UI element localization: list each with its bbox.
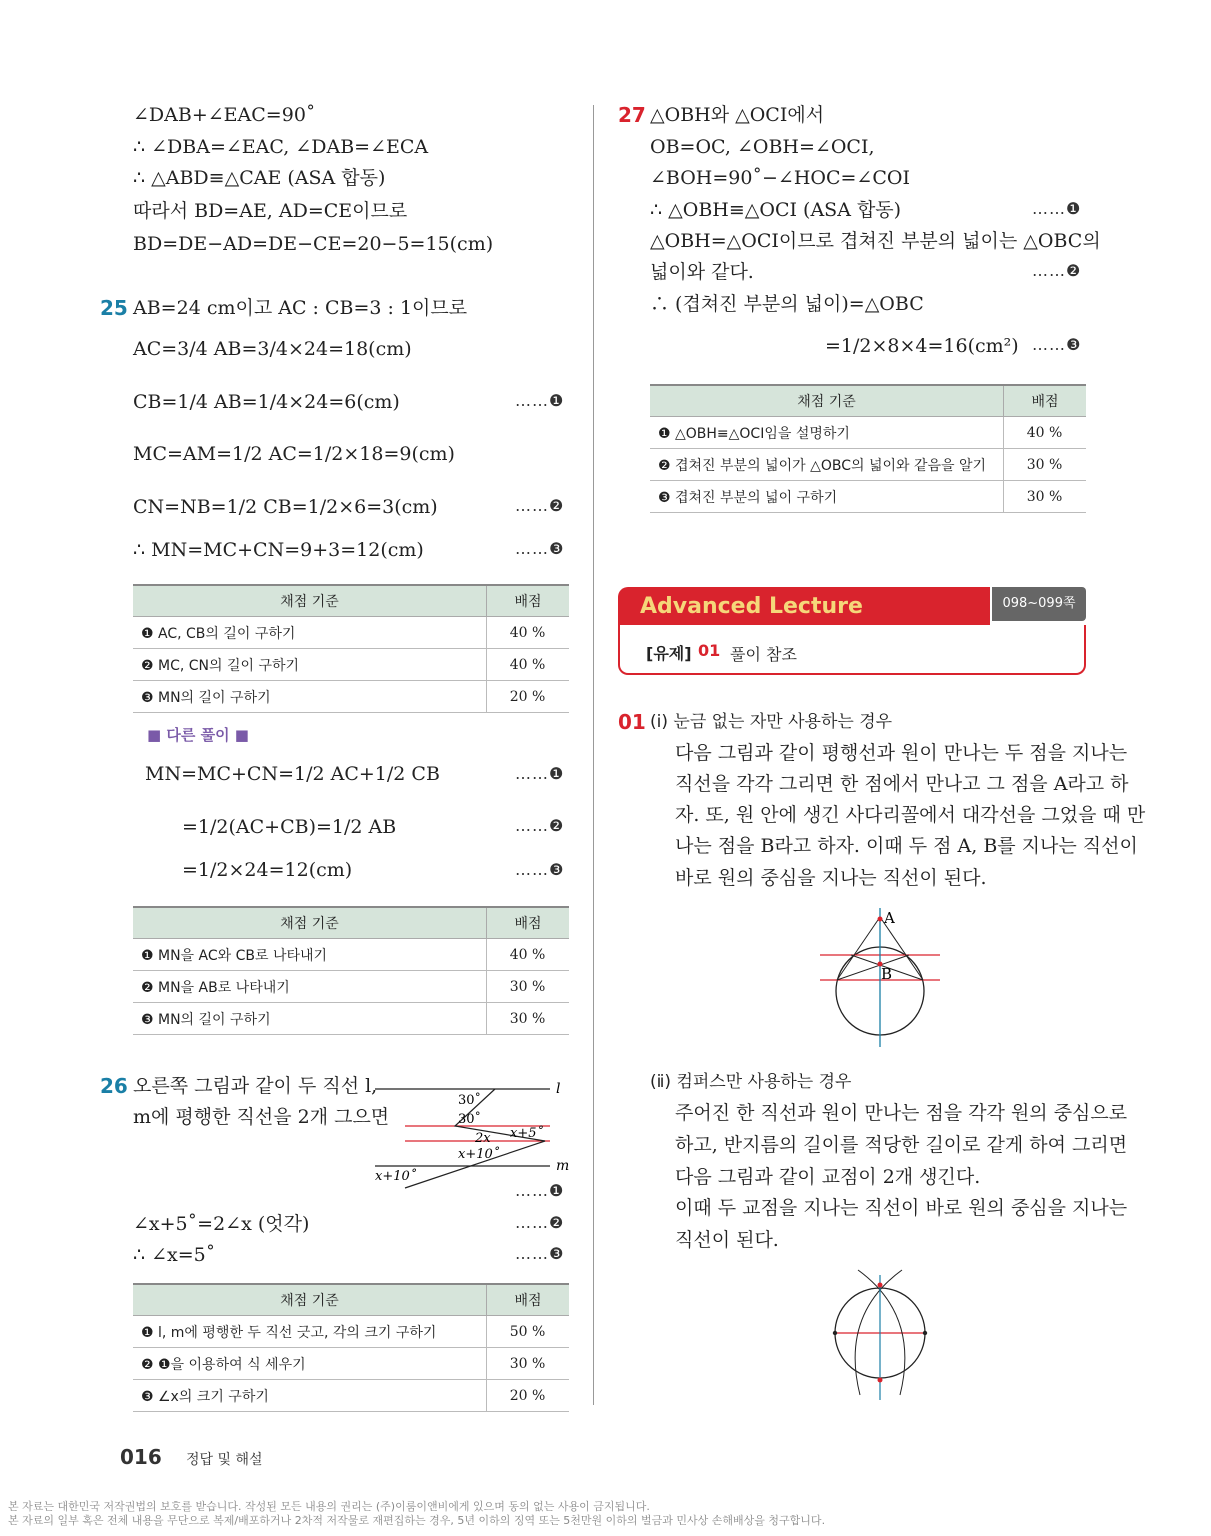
table-row: ❸ MN의 길이 구하기 20 % (133, 681, 569, 713)
step-mark: ……❸ (515, 1244, 565, 1263)
text-line: ∴ ∠DBA=∠EAC, ∠DAB=∠ECA (133, 136, 429, 158)
exercise-number: 01 (698, 641, 721, 660)
text-line: CB=1/4 AB=1/4×24=6(cm) (133, 391, 400, 413)
text-line: OB=OC, ∠OBH=∠OCI, (650, 136, 875, 158)
table-header: 배점 (487, 585, 570, 617)
step-mark: ……❶ (515, 764, 565, 783)
text-line: =1/2(AC+CB)=1/2 AB (182, 816, 397, 838)
step-mark: ……❷ (515, 816, 565, 835)
grading-table (133, 906, 569, 1035)
text-line: BD=DE−AD=DE−CE=20−5=15(cm) (133, 233, 494, 255)
table-header: 배점 (1004, 385, 1087, 417)
text-line: CN=NB=1/2 CB=1/2×6=3(cm) (133, 496, 438, 518)
text-line: 자. 또, 원 안에 생긴 사다리꼴에서 대각선을 그었을 때 만 (675, 804, 1146, 826)
text-line: ∠DAB+∠EAC=90˚ (133, 104, 316, 126)
table-row: ❶ l, m에 평행한 두 직선 긋고, 각의 크기 구하기 50 % (133, 1316, 569, 1348)
text-line: =1/2×24=12(cm) (182, 859, 353, 881)
exercise-tag: [유제] (646, 644, 692, 663)
text-line: 직선이 된다. (675, 1229, 779, 1251)
text-line: MN=MC+CN=1/2 AC+1/2 CB (145, 763, 440, 785)
text-line: 오른쪽 그림과 같이 두 직선 l, (133, 1075, 378, 1097)
step-mark: ……❷ (1032, 261, 1082, 280)
fig-label: 30˚ (458, 1093, 482, 1108)
straightedge-construction-figure (815, 905, 945, 1050)
question-number: 01 (618, 710, 646, 734)
step-mark: ……❸ (515, 860, 565, 879)
table-row: ❶ AC, CB의 길이 구하기 40 % (133, 617, 569, 649)
table-row: ❸ ∠x의 크기 구하기 20 % (133, 1380, 569, 1412)
fig-label: x+5˚ (510, 1126, 543, 1141)
grading-table (133, 584, 569, 713)
text-line: △OBH=△OCI이므로 겹쳐진 부분의 넓이는 △OBC의 (650, 230, 1101, 252)
text-line: △OBH와 △OCI에서 (650, 104, 825, 126)
table-header: 배점 (487, 1284, 570, 1316)
step-mark: ……❸ (1032, 335, 1082, 354)
text-line: 직선을 각각 그리면 한 점에서 만나고 그 점을 A라고 하 (675, 773, 1129, 795)
step-mark: ……❸ (515, 539, 565, 558)
page-number: 016 (120, 1445, 162, 1469)
fig-label: m (556, 1158, 570, 1174)
text-line: 따라서 BD=AE, AD=CE이므로 (133, 200, 408, 222)
text-line: AB=24 cm이고 AC : CB=3 : 1이므로 (133, 297, 468, 319)
fig-label: x+10˚ (375, 1169, 417, 1184)
table-header: 채점 기준 (133, 1284, 487, 1316)
copyright-line: 본 자료는 대한민국 저작권법의 보호를 받습니다. 작성된 모든 내용의 권리는 (주)이룸이앤비에게 있으며 동의 없는 사용이 금지됩니다. (8, 1500, 650, 1513)
subsection-title: (ⅱ) 컴퍼스만 사용하는 경우 (650, 1072, 852, 1092)
copyright-line: 본 자료의 일부 혹은 전체 내용을 무단으로 복제/배포하거나 2차적 저작물로 재편집하는 경우, 5년 이하의 징역 또는 5천만원 이하의 벌금과 민사상 손해배상을 청구합니다. (8, 1514, 826, 1527)
table-header: 채점 기준 (133, 907, 487, 939)
text-line: 다음 그림과 같이 평행선과 원이 만나는 두 점을 지나는 (675, 742, 1128, 764)
exercise-text: 풀이 참조 (730, 645, 797, 664)
grading-table (650, 384, 1086, 513)
table-header: 채점 기준 (650, 385, 1004, 417)
column-divider (593, 105, 594, 1405)
text-line: 하고, 반지름의 길이를 적당한 길이로 같게 하여 그리면 (675, 1134, 1128, 1156)
text-line: ∴ △OBH≡△OCI (ASA 합동) (650, 199, 902, 221)
advanced-lecture-box (618, 587, 1086, 677)
subsection-title: (ⅰ) 눈금 없는 자만 사용하는 경우 (650, 712, 893, 732)
step-mark: ……❶ (515, 1181, 565, 1200)
fig-label: B (881, 965, 893, 983)
step-mark: ……❶ (1032, 199, 1082, 218)
fig-label: x+10˚ (458, 1147, 500, 1162)
text-line: ∴ MN=MC+CN=9+3=12(cm) (133, 539, 424, 561)
table-row: ❸ MN의 길이 구하기 30 % (133, 1003, 569, 1035)
fig-label: 2x (475, 1131, 491, 1146)
advanced-lecture-title: Advanced Lecture (640, 594, 863, 619)
text-line: =1/2×8×4=16(cm²) (825, 335, 1019, 357)
table-row: ❷ 겹쳐진 부분의 넓이가 △OBC의 넓이와 같음을 알기 30 % (650, 449, 1086, 481)
text-line: MC=AM=1/2 AC=1/2×18=9(cm) (133, 443, 455, 465)
section-label: 정답 및 해설 (186, 1452, 263, 1468)
question-number: 27 (618, 103, 646, 127)
table-row: ❶ MN을 AC와 CB로 나타내기 40 % (133, 939, 569, 971)
step-mark: ……❷ (515, 1213, 565, 1232)
text-line: 다음 그림과 같이 교점이 2개 생긴다. (675, 1166, 981, 1188)
alt-solution-title: ■ 다른 풀이 ■ (147, 726, 249, 744)
grading-table (133, 1283, 569, 1412)
compass-construction-figure (820, 1265, 940, 1405)
text-line: ∴ △ABD≡△CAE (ASA 합동) (133, 167, 386, 189)
text-line: 주어진 한 직선과 원이 만나는 점을 각각 원의 중심으로 (675, 1102, 1128, 1124)
table-row: ❷ MC, CN의 길이 구하기 40 % (133, 649, 569, 681)
table-row: ❷ ❶을 이용하여 식 세우기 30 % (133, 1348, 569, 1380)
step-mark: ……❷ (515, 496, 565, 515)
text-line: m에 평행한 직선을 2개 그으면 (133, 1106, 390, 1128)
table-row: ❶ △OBH≡△OCI임을 설명하기 40 % (650, 417, 1086, 449)
page-reference: 098~099쪽 (992, 587, 1086, 621)
text-line: ∠BOH=90˚−∠HOC=∠COI (650, 167, 910, 189)
fig-label: A (884, 909, 895, 927)
text-line: ∴ (겹쳐진 부분의 넓이)=△OBC (650, 293, 924, 315)
table-header: 배점 (487, 907, 570, 939)
text-line: 넓이와 같다. (650, 261, 754, 283)
text-line: ∠x+5˚=2∠x (엇각) (133, 1213, 310, 1235)
parallel-lines-figure (370, 1080, 570, 1190)
step-mark: ……❶ (515, 391, 565, 410)
question-number: 25 (100, 296, 128, 320)
table-row: ❸ 겹쳐진 부분의 넓이 구하기 30 % (650, 481, 1086, 513)
text-line: AC=3/4 AB=3/4×24=18(cm) (133, 338, 412, 360)
table-header: 채점 기준 (133, 585, 487, 617)
text-line: 바로 원의 중심을 지나는 직선이 된다. (675, 867, 987, 889)
fig-label: l (556, 1081, 561, 1097)
text-line: 이때 두 교점을 지나는 직선이 바로 원의 중심을 지나는 (675, 1197, 1128, 1219)
text-line: 나는 점을 B라고 하자. 이때 두 점 A, B를 지나는 직선이 (675, 835, 1138, 857)
table-row: ❷ MN을 AB로 나타내기 30 % (133, 971, 569, 1003)
text-line: ∴ ∠x=5˚ (133, 1244, 216, 1266)
fig-label: 30˚ (458, 1112, 482, 1127)
question-number: 26 (100, 1074, 128, 1098)
